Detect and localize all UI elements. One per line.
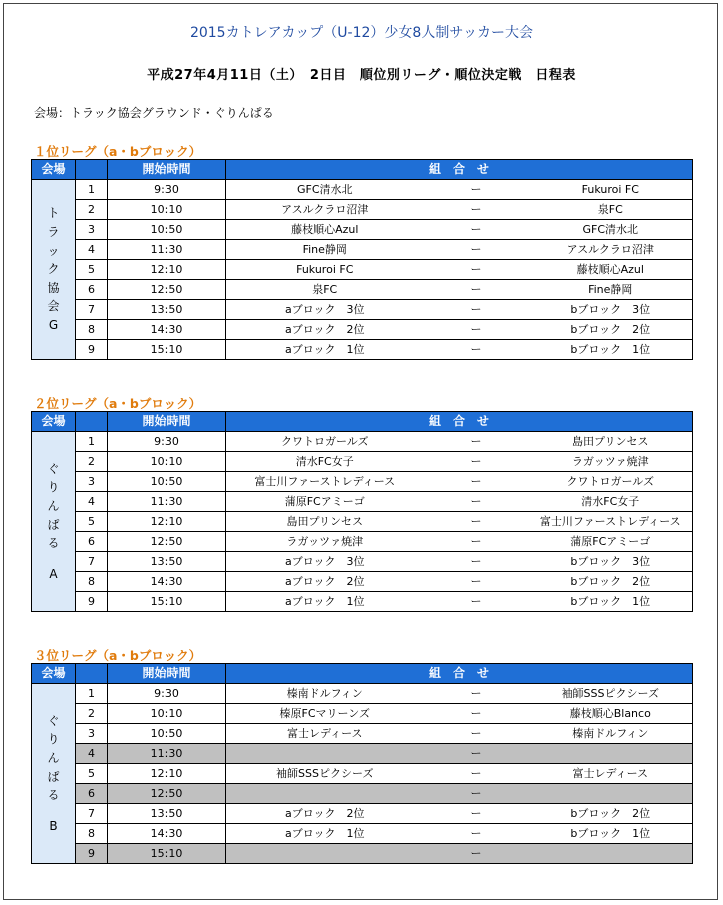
team-b <box>529 844 693 864</box>
table-row <box>32 240 693 260</box>
header-no <box>76 160 108 180</box>
venue-label: 会場：トラック協会グラウンド・ぐりんぱる <box>34 106 274 120</box>
team-a: 島田プリンセス <box>226 512 424 532</box>
start-time: 13:50 <box>108 804 226 824</box>
start-time: 11:30 <box>108 492 226 512</box>
page-subtitle: 平成27年4月11日（土） 2日目 順位別リーグ・順位決定戦 日程表 <box>147 68 576 83</box>
team-b: 袖師SSSピクシーズ <box>529 684 693 704</box>
header-match: 組 合 せ <box>226 160 693 180</box>
match-number: 2 <box>76 200 108 220</box>
team-b: bブロック 2位 <box>529 572 693 592</box>
venue-cell <box>32 432 76 612</box>
team-a: クワトロガールズ <box>226 432 424 452</box>
table-row <box>32 180 693 200</box>
match-number: 4 <box>76 744 108 764</box>
match-number: 9 <box>76 340 108 360</box>
start-time: 12:50 <box>108 784 226 804</box>
table-row <box>32 704 693 724</box>
team-a <box>226 844 424 864</box>
start-time: 13:50 <box>108 300 226 320</box>
table-header-row <box>32 412 693 432</box>
team-a: aブロック 2位 <box>226 572 424 592</box>
table-row <box>32 532 693 552</box>
venue-cell <box>32 684 76 864</box>
section-title-league-3: ３位リーグ（a・bブロック） <box>34 648 202 663</box>
team-a: ラガッツァ焼津 <box>226 532 424 552</box>
versus-dash: ー <box>424 280 529 300</box>
match-number: 1 <box>76 180 108 200</box>
start-time: 12:10 <box>108 764 226 784</box>
match-number: 8 <box>76 824 108 844</box>
venue-char: A <box>49 566 58 581</box>
match-number: 3 <box>76 724 108 744</box>
match-number: 6 <box>76 280 108 300</box>
header-no <box>76 664 108 684</box>
team-a: aブロック 1位 <box>226 340 424 360</box>
team-b: 藤枝順心Blanco <box>529 704 693 724</box>
match-number: 7 <box>76 300 108 320</box>
versus-dash: ー <box>424 512 529 532</box>
venue-char: 協 <box>47 280 60 295</box>
table-header-row <box>32 664 693 684</box>
team-a: 富士レディース <box>226 724 424 744</box>
venue-char: る <box>47 788 60 803</box>
section-title-league-2: ２位リーグ（a・bブロック） <box>34 396 202 411</box>
venue-char: り <box>47 732 60 747</box>
team-b: bブロック 1位 <box>529 592 693 612</box>
venue-char: G <box>48 317 59 332</box>
venue-char: ラ <box>47 225 60 240</box>
match-number: 9 <box>76 592 108 612</box>
start-time: 15:10 <box>108 592 226 612</box>
team-b: クワトロガールズ <box>529 472 693 492</box>
versus-dash: ー <box>424 704 529 724</box>
versus-dash: ー <box>424 452 529 472</box>
team-b: Fine静岡 <box>529 280 693 300</box>
match-number: 8 <box>76 320 108 340</box>
match-number: 5 <box>76 260 108 280</box>
team-a: aブロック 1位 <box>226 824 424 844</box>
match-number: 3 <box>76 472 108 492</box>
table-row <box>32 200 693 220</box>
team-a: Fine静岡 <box>226 240 424 260</box>
team-b: 榛南ドルフィン <box>529 724 693 744</box>
team-a: 蒲原FCアミーゴ <box>226 492 424 512</box>
versus-dash: ー <box>424 724 529 744</box>
versus-dash: ー <box>424 320 529 340</box>
versus-dash: ー <box>424 784 529 804</box>
venue-char: ぐ <box>47 713 60 728</box>
venue-char: B <box>49 818 58 833</box>
header-time: 開始時間 <box>108 412 226 432</box>
start-time: 9:30 <box>108 684 226 704</box>
team-b: bブロック 3位 <box>529 300 693 320</box>
start-time: 14:30 <box>108 320 226 340</box>
team-b: bブロック 1位 <box>529 340 693 360</box>
team-b: 富士レディース <box>529 764 693 784</box>
table-row <box>32 844 693 864</box>
start-time: 10:50 <box>108 724 226 744</box>
table-row <box>32 744 693 764</box>
header-match: 組 合 せ <box>226 412 693 432</box>
page-title: 2015カトレアカップ（U-12）少女8人制サッカー大会 <box>189 25 534 41</box>
header-venue: 会場 <box>32 160 76 180</box>
versus-dash: ー <box>424 220 529 240</box>
team-a: aブロック 2位 <box>226 320 424 340</box>
team-b: bブロック 2位 <box>529 804 693 824</box>
table-row <box>32 764 693 784</box>
team-b: 藤枝順心Azul <box>529 260 693 280</box>
team-b: bブロック 2位 <box>529 320 693 340</box>
venue-char: ん <box>47 498 60 513</box>
venue-char <box>34 553 73 565</box>
team-b: ラガッツァ焼津 <box>529 452 693 472</box>
match-number: 4 <box>76 492 108 512</box>
team-a: アスルクラロ沼津 <box>226 200 424 220</box>
versus-dash: ー <box>424 592 529 612</box>
venue-char: 会 <box>47 299 60 314</box>
match-number: 2 <box>76 452 108 472</box>
versus-dash: ー <box>424 200 529 220</box>
venue-char: り <box>47 480 60 495</box>
versus-dash: ー <box>424 804 529 824</box>
versus-dash: ー <box>424 240 529 260</box>
match-number: 1 <box>76 684 108 704</box>
table-row <box>32 784 693 804</box>
team-a: 藤枝順心Azul <box>226 220 424 240</box>
table-row <box>32 684 693 704</box>
team-a <box>226 744 424 764</box>
match-number: 8 <box>76 572 108 592</box>
table-row <box>32 340 693 360</box>
team-a: Fukuroi FC <box>226 260 424 280</box>
start-time: 9:30 <box>108 180 226 200</box>
match-number: 7 <box>76 552 108 572</box>
team-b: アスルクラロ沼津 <box>529 240 693 260</box>
table-row <box>32 724 693 744</box>
header-time: 開始時間 <box>108 160 226 180</box>
schedule-table-league-2 <box>31 411 693 612</box>
versus-dash: ー <box>424 684 529 704</box>
start-time: 15:10 <box>108 844 226 864</box>
table-row <box>32 220 693 240</box>
venue-char: ぱ <box>47 517 60 532</box>
table-row <box>32 452 693 472</box>
start-time: 9:30 <box>108 432 226 452</box>
header-venue: 会場 <box>32 412 76 432</box>
team-a: GFC清水北 <box>226 180 424 200</box>
match-number: 7 <box>76 804 108 824</box>
start-time: 10:50 <box>108 220 226 240</box>
team-a: 袖師SSSピクシーズ <box>226 764 424 784</box>
table-header-row <box>32 160 693 180</box>
venue-char: ぐ <box>47 461 60 476</box>
table-row <box>32 804 693 824</box>
versus-dash: ー <box>424 492 529 512</box>
table-row <box>32 552 693 572</box>
table-row <box>32 824 693 844</box>
match-number: 2 <box>76 704 108 724</box>
team-b: 島田プリンセス <box>529 432 693 452</box>
header-venue: 会場 <box>32 664 76 684</box>
venue-char: ッ <box>47 243 60 258</box>
header-match: 組 合 せ <box>226 664 693 684</box>
team-a: 富士川ファーストレディース <box>226 472 424 492</box>
venue-cell <box>32 180 76 360</box>
table-row <box>32 260 693 280</box>
team-b <box>529 744 693 764</box>
match-number: 9 <box>76 844 108 864</box>
venue-char: ん <box>47 750 60 765</box>
team-a <box>226 784 424 804</box>
start-time: 10:10 <box>108 200 226 220</box>
table-row <box>32 492 693 512</box>
match-number: 6 <box>76 532 108 552</box>
start-time: 10:50 <box>108 472 226 492</box>
table-row <box>32 300 693 320</box>
table-row <box>32 472 693 492</box>
team-b: 蒲原FCアミーゴ <box>529 532 693 552</box>
team-b: GFC清水北 <box>529 220 693 240</box>
versus-dash: ー <box>424 260 529 280</box>
table-row <box>32 572 693 592</box>
versus-dash: ー <box>424 340 529 360</box>
venue-char: ぱ <box>47 769 60 784</box>
team-b: 泉FC <box>529 200 693 220</box>
start-time: 11:30 <box>108 744 226 764</box>
versus-dash: ー <box>424 180 529 200</box>
match-number: 5 <box>76 764 108 784</box>
team-a: aブロック 3位 <box>226 552 424 572</box>
match-number: 1 <box>76 432 108 452</box>
start-time: 10:10 <box>108 452 226 472</box>
team-b: 清水FC女子 <box>529 492 693 512</box>
versus-dash: ー <box>424 844 529 864</box>
versus-dash: ー <box>424 532 529 552</box>
table-row <box>32 592 693 612</box>
section-title-league-1: １位リーグ（a・bブロック） <box>34 144 202 159</box>
header-time: 開始時間 <box>108 664 226 684</box>
team-b: Fukuroi FC <box>529 180 693 200</box>
venue-char <box>34 805 73 817</box>
start-time: 13:50 <box>108 552 226 572</box>
versus-dash: ー <box>424 824 529 844</box>
versus-dash: ー <box>424 744 529 764</box>
match-number: 4 <box>76 240 108 260</box>
team-b: 富士川ファーストレディース <box>529 512 693 532</box>
versus-dash: ー <box>424 472 529 492</box>
team-b: bブロック 1位 <box>529 824 693 844</box>
table-row <box>32 280 693 300</box>
versus-dash: ー <box>424 572 529 592</box>
match-number: 5 <box>76 512 108 532</box>
team-a: aブロック 3位 <box>226 300 424 320</box>
team-a: 榛原FCマリーンズ <box>226 704 424 724</box>
start-time: 14:30 <box>108 572 226 592</box>
start-time: 15:10 <box>108 340 226 360</box>
start-time: 12:10 <box>108 512 226 532</box>
match-number: 6 <box>76 784 108 804</box>
team-b <box>529 784 693 804</box>
start-time: 12:10 <box>108 260 226 280</box>
table-row <box>32 432 693 452</box>
team-a: 泉FC <box>226 280 424 300</box>
schedule-table-league-1 <box>31 159 693 360</box>
table-row <box>32 320 693 340</box>
team-b: bブロック 3位 <box>529 552 693 572</box>
venue-char: る <box>47 536 60 551</box>
team-a: 榛南ドルフィン <box>226 684 424 704</box>
table-row <box>32 512 693 532</box>
start-time: 12:50 <box>108 280 226 300</box>
header-no <box>76 412 108 432</box>
schedule-table-league-3 <box>31 663 693 864</box>
team-a: aブロック 1位 <box>226 592 424 612</box>
versus-dash: ー <box>424 764 529 784</box>
versus-dash: ー <box>424 552 529 572</box>
start-time: 14:30 <box>108 824 226 844</box>
versus-dash: ー <box>424 300 529 320</box>
venue-char: ト <box>47 206 60 221</box>
team-a: aブロック 2位 <box>226 804 424 824</box>
venue-char: ク <box>47 262 60 277</box>
start-time: 11:30 <box>108 240 226 260</box>
start-time: 10:10 <box>108 704 226 724</box>
versus-dash: ー <box>424 432 529 452</box>
team-a: 清水FC女子 <box>226 452 424 472</box>
match-number: 3 <box>76 220 108 240</box>
start-time: 12:50 <box>108 532 226 552</box>
